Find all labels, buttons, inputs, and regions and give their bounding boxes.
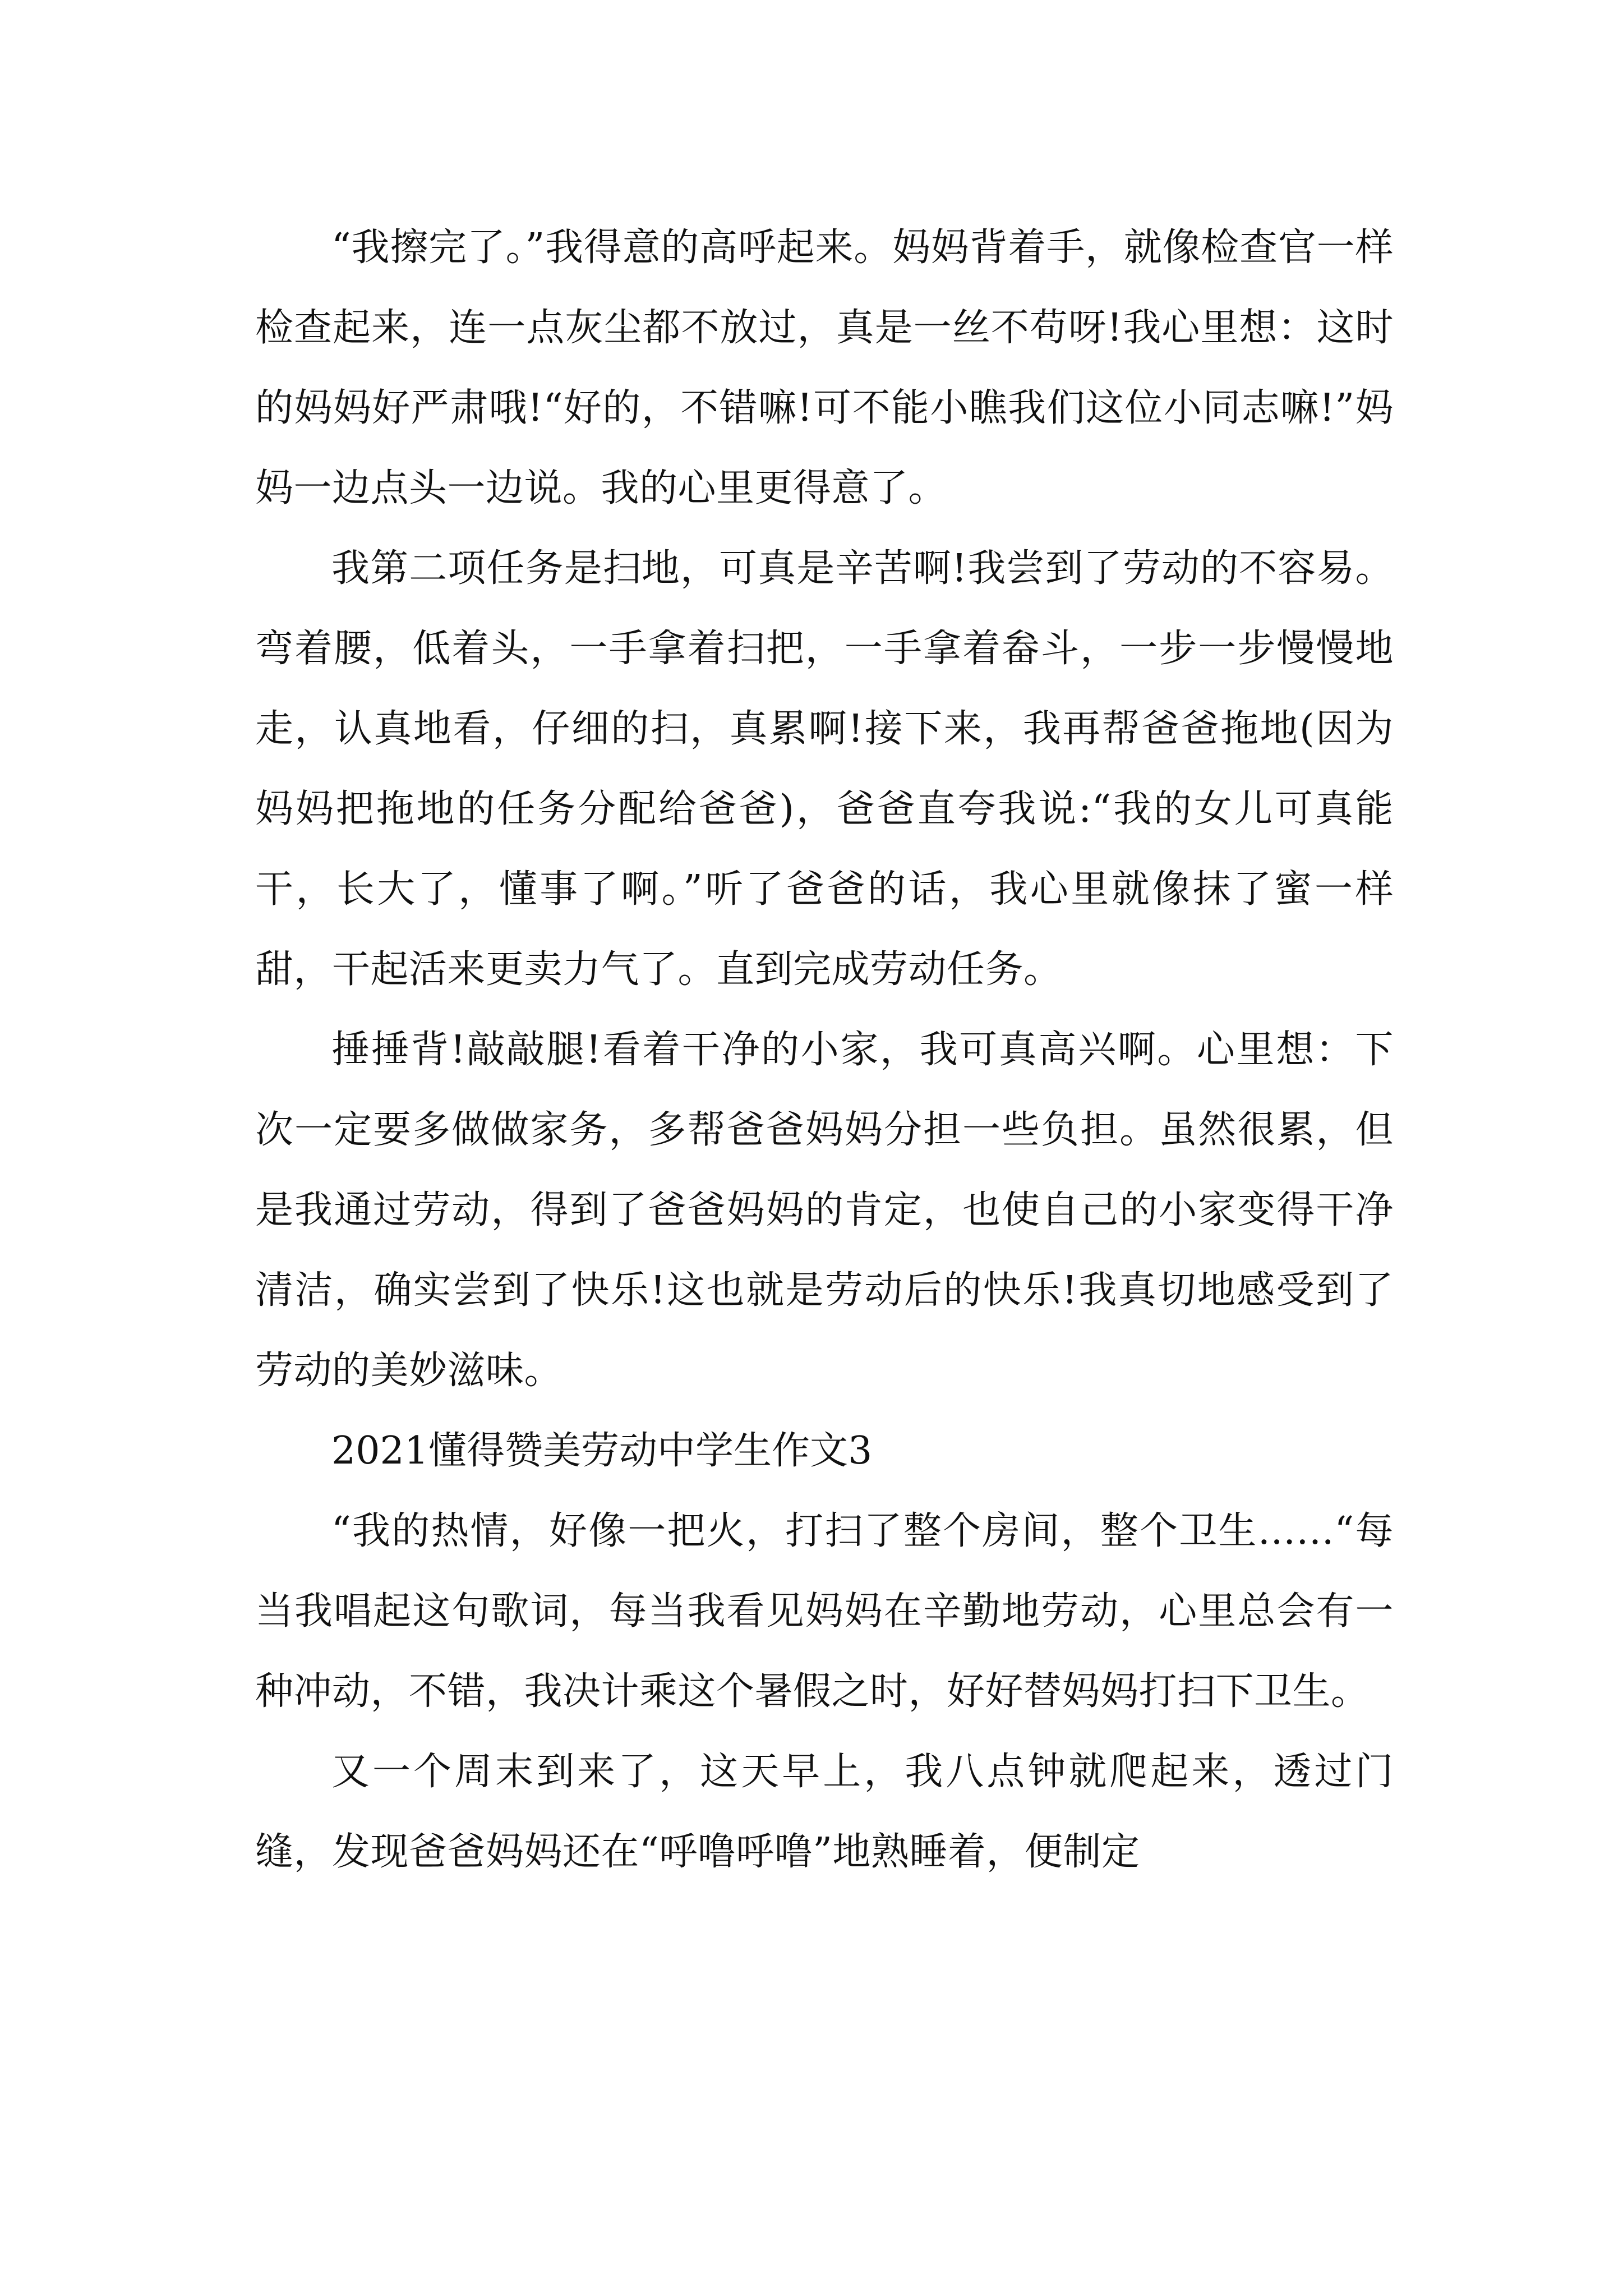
section-title: 2021懂得赞美劳动中学生作文3 (331, 1429, 873, 1473)
paragraph-3: 捶捶背!敲敲腿!看着干净的小家，我可真高兴啊。心里想：下次一定要多做做家务，多帮爸爸妈妈分担一些负担。虽然很累，但是我通过劳动，得到了爸爸妈妈的肯定，也使自己的小家变得干净清洁，确实尝到了快乐!这也就是劳动后的快乐!我真切地感受到了劳动的美妙滋味。 (255, 1028, 1394, 1393)
document-body (255, 208, 1394, 1892)
paragraph-4: “我的热情，好像一把火，打扫了整个房间，整个卫生……“每当我唱起这句歌词，每当我看见妈妈在辛勤地劳动，心里总会有一种冲动，不错，我决计乘这个暑假之时，好好替妈妈打扫下卫生。 (255, 1509, 1394, 1714)
paragraph-5: 又一个周末到来了，这天早上，我八点钟就爬起来，透过门缝，发现爸爸妈妈还在“呼噜呼噜”地熟睡着，便制定 (255, 1750, 1394, 1874)
paragraph-1: “我擦完了。”我得意的高呼起来。妈妈背着手，就像检查官一样检查起来，连一点灰尘都不放过，真是一丝不苟呀!我心里想：这时的妈妈好严肃哦!“好的，不错嘛!可不能小瞧我们这位小同志嘛!”妈妈一边点头一边说。我的心里更得意了。 (255, 226, 1394, 510)
paragraph-2: 我第二项任务是扫地，可真是辛苦啊!我尝到了劳动的不容易。弯着腰，低着头，一手拿着扫把，一手拿着畚斗，一步一步慢慢地走，认真地看，仔细的扫，真累啊!接下来，我再帮爸爸拖地(因为妈妈把拖地的任务分配给爸爸)，爸爸直夸我说:“我的女儿可真能干，长大了，懂事了啊。”听了爸爸的话，我心里就像抹了蜜一样甜，干起活来更卖力气了。直到完成劳动任务。 (255, 546, 1394, 992)
